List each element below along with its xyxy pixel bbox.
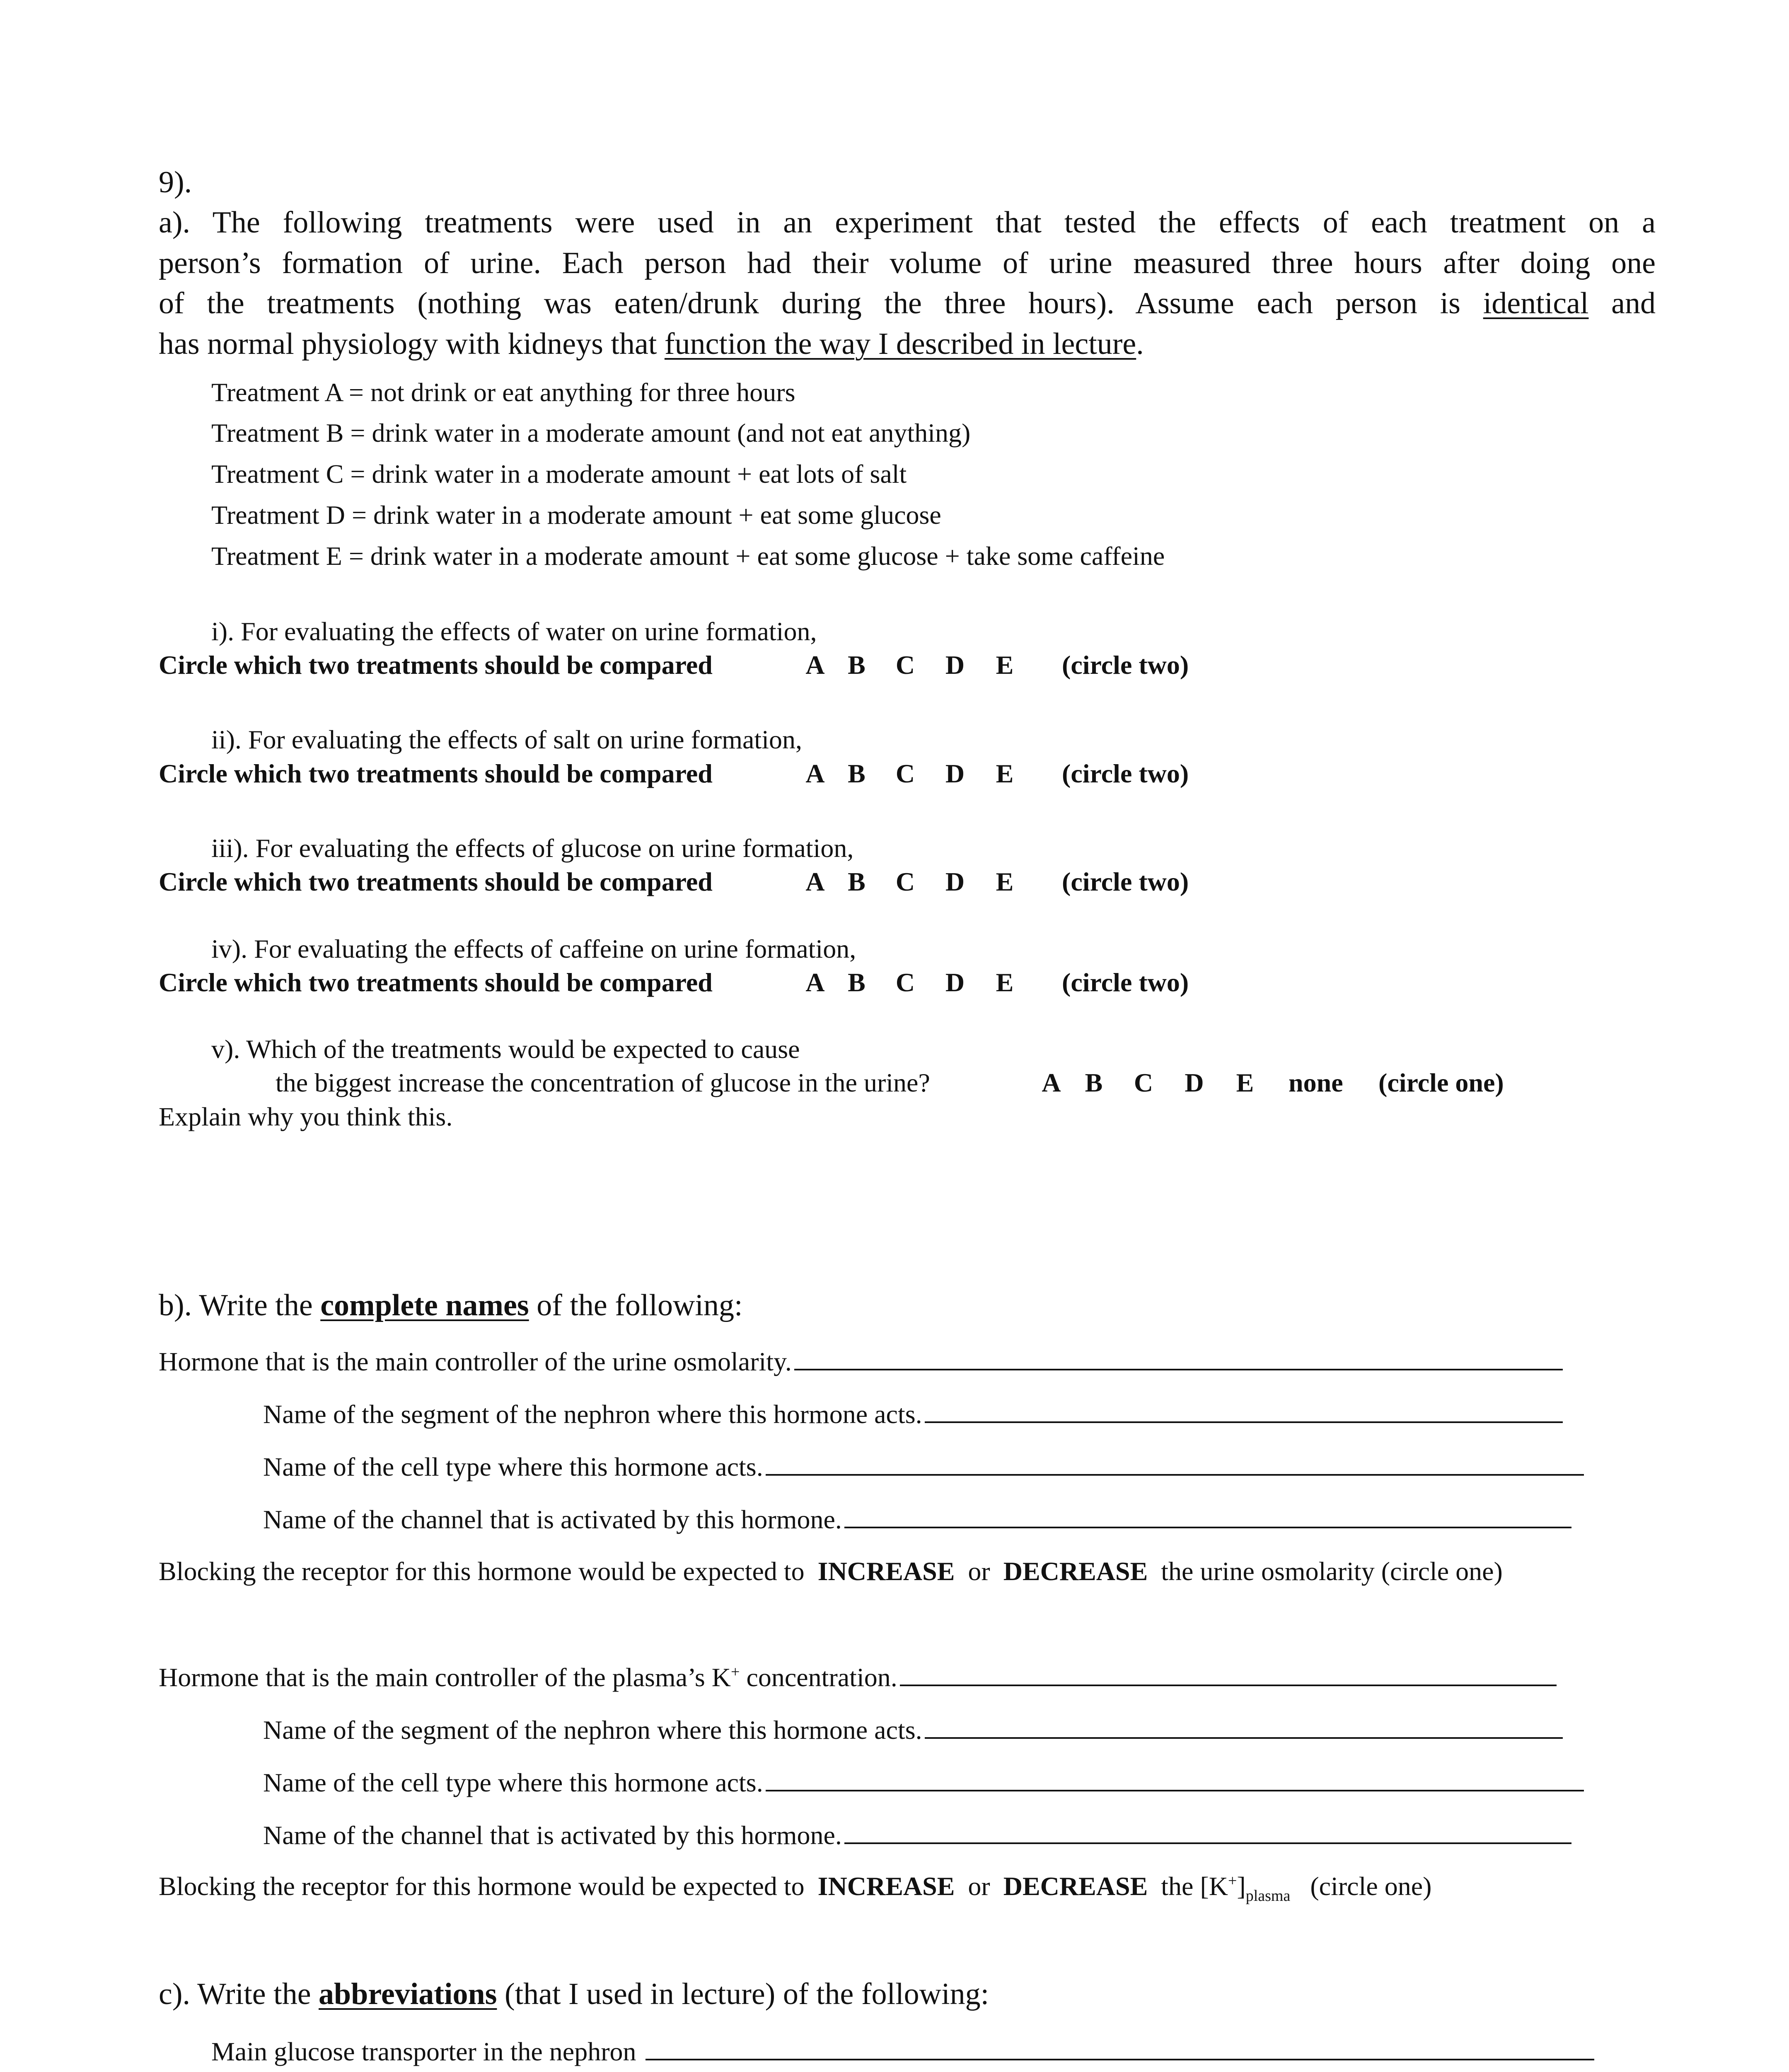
treatment-e: Treatment E = drink water in a moderate amount + eat some glucose + take some caffeine bbox=[211, 541, 1165, 571]
compare-label-iii: Circle which two treatments should be compared bbox=[159, 867, 713, 896]
option-c[interactable]: C bbox=[1134, 1068, 1153, 1097]
glucose-transporter-row bbox=[211, 2035, 1594, 2067]
option-a[interactable]: A bbox=[805, 867, 825, 896]
option-a[interactable]: A bbox=[805, 650, 825, 680]
blocking-1-prefix: Blocking the receptor for this hormone would be expected to bbox=[159, 1556, 805, 1586]
part-b-title-suffix: of the following: bbox=[537, 1288, 743, 1322]
option-c[interactable]: C bbox=[895, 759, 915, 788]
option-none[interactable]: none bbox=[1289, 1068, 1343, 1097]
part-b-title-bold: complete names bbox=[320, 1288, 529, 1322]
question-i: i). For evaluating the effects of water on urine formation, bbox=[211, 617, 817, 646]
option-a[interactable]: A bbox=[805, 759, 825, 788]
option-a[interactable]: A bbox=[805, 968, 825, 997]
compare-label-i: Circle which two treatments should be compared bbox=[159, 650, 713, 680]
option-b[interactable]: B bbox=[848, 650, 865, 680]
options-iii bbox=[798, 867, 1030, 897]
cell-label: Name of the cell type where this hormone acts. bbox=[263, 1452, 763, 1481]
k-plus-sup: + bbox=[1228, 1872, 1237, 1890]
hormone-1-label: Hormone that is the main controller of the urine osmolarity. bbox=[159, 1347, 792, 1376]
intro-period: . bbox=[1136, 327, 1144, 361]
segment-label: Name of the segment of the nephron where this hormone acts. bbox=[263, 1715, 922, 1745]
option-d[interactable]: D bbox=[945, 968, 965, 997]
option-a[interactable]: A bbox=[1042, 1068, 1061, 1097]
channel-label: Name of the channel that is activated by this hormone. bbox=[263, 1820, 842, 1850]
or-word: or bbox=[968, 1556, 990, 1586]
segment-answer-line[interactable] bbox=[925, 1397, 1563, 1423]
question-v-line-1: v). Which of the treatments would be expected to cause bbox=[211, 1034, 800, 1064]
compare-label-iv: Circle which two treatments should be compared bbox=[159, 968, 713, 997]
part-a-intro-line-3 bbox=[159, 286, 1656, 321]
hormone-2-suffix: concentration. bbox=[746, 1663, 897, 1692]
channel-answer-line[interactable] bbox=[844, 1503, 1571, 1528]
question-v-line-2: the biggest increase the concentration of glucose in the urine? bbox=[276, 1068, 930, 1097]
question-iv: iv). For evaluating the effects of caffeine on urine formation, bbox=[211, 934, 856, 963]
identical-underlined: identical bbox=[1483, 286, 1589, 320]
options-v bbox=[1034, 1067, 1270, 1098]
explain-prompt: Explain why you think this. bbox=[159, 1102, 453, 1131]
part-a-intro-line-2: person’s formation of urine. Each person had their volume of urine measured three hours after doing one bbox=[159, 246, 1656, 280]
option-c[interactable]: C bbox=[895, 650, 915, 680]
hormone-2-row bbox=[159, 1661, 1557, 1693]
option-b[interactable]: B bbox=[848, 759, 865, 788]
treatment-c: Treatment C = drink water in a moderate amount + eat lots of salt bbox=[211, 459, 907, 489]
option-e[interactable]: E bbox=[996, 759, 1014, 788]
circle-two-iv: (circle two) bbox=[1062, 968, 1189, 997]
question-ii: ii). For evaluating the effects of salt on urine formation, bbox=[211, 725, 802, 754]
question-number: 9). bbox=[159, 165, 192, 199]
intro-line-3-text: of the treatments (nothing was eaten/drunk during the three hours). Assume each person is bbox=[159, 286, 1460, 320]
intro-line-4-text: has normal physiology with kidneys that bbox=[159, 327, 657, 361]
hormone-1-segment-row bbox=[263, 1397, 1563, 1430]
cell-label: Name of the cell type where this hormone acts. bbox=[263, 1768, 763, 1797]
part-a-intro-line-4 bbox=[159, 327, 1144, 362]
circle-one-b: (circle one) bbox=[1310, 1871, 1432, 1901]
cell-answer-line[interactable] bbox=[766, 1766, 1584, 1791]
or-word: or bbox=[968, 1871, 990, 1901]
decrease-option[interactable]: DECREASE bbox=[1003, 1556, 1148, 1586]
option-e[interactable]: E bbox=[996, 650, 1014, 680]
cell-answer-line[interactable] bbox=[766, 1450, 1584, 1476]
circle-two-iii: (circle two) bbox=[1062, 867, 1189, 896]
blocking-1-suffix: the urine osmolarity (circle one) bbox=[1161, 1556, 1503, 1586]
increase-option[interactable]: INCREASE bbox=[817, 1556, 955, 1586]
hormone-1-answer-line[interactable] bbox=[794, 1345, 1563, 1370]
treatment-b: Treatment B = drink water in a moderate amount (and not eat anything) bbox=[211, 418, 971, 448]
glucose-transporter-label: Main glucose transporter in the nephron bbox=[211, 2037, 636, 2066]
glucose-transporter-answer-line[interactable] bbox=[645, 2035, 1594, 2060]
hormone-2-channel-row bbox=[263, 1818, 1571, 1851]
options-ii bbox=[798, 758, 1030, 789]
and-word: and bbox=[1611, 286, 1656, 320]
hormone-2-segment-row bbox=[263, 1713, 1563, 1745]
blocking-2-row bbox=[159, 1871, 1432, 1905]
option-d[interactable]: D bbox=[945, 867, 965, 896]
circle-two-ii: (circle two) bbox=[1062, 759, 1189, 788]
option-d[interactable]: D bbox=[945, 650, 965, 680]
hormone-1-channel-row bbox=[263, 1503, 1571, 1535]
plasma-sub: plasma bbox=[1245, 1887, 1291, 1905]
circle-one-v: (circle one) bbox=[1378, 1068, 1504, 1097]
option-d[interactable]: D bbox=[1185, 1068, 1204, 1097]
part-a-intro-line-1: a). The following treatments were used in an experiment that tested the effects of each treatment on a bbox=[159, 206, 1656, 240]
k-bracket-open: the [K bbox=[1161, 1871, 1228, 1901]
part-b-title-prefix: b). Write the bbox=[159, 1288, 313, 1322]
hormone-1-cell-row bbox=[263, 1450, 1584, 1482]
hormone-2-label: Hormone that is the main controller of the plasma’s K bbox=[159, 1663, 731, 1692]
option-b[interactable]: B bbox=[848, 968, 865, 997]
function-underlined: function the way I described in lecture bbox=[664, 327, 1136, 361]
segment-label: Name of the segment of the nephron where this hormone acts. bbox=[263, 1399, 922, 1429]
part-c-title-bold: abbreviations bbox=[319, 1977, 497, 2011]
option-e[interactable]: E bbox=[1236, 1068, 1254, 1097]
option-e[interactable]: E bbox=[996, 968, 1014, 997]
blocking-1-row bbox=[159, 1556, 1503, 1587]
option-c[interactable]: C bbox=[895, 867, 915, 896]
hormone-2-answer-line[interactable] bbox=[900, 1661, 1557, 1686]
k-bracket-close: ] bbox=[1237, 1871, 1246, 1901]
option-c[interactable]: C bbox=[895, 968, 915, 997]
channel-label: Name of the channel that is activated by this hormone. bbox=[263, 1505, 842, 1534]
hormone-1-row bbox=[159, 1345, 1563, 1377]
k-plus-sup: + bbox=[731, 1663, 740, 1681]
channel-answer-line[interactable] bbox=[844, 1818, 1571, 1844]
option-e[interactable]: E bbox=[996, 867, 1014, 896]
option-b[interactable]: B bbox=[848, 867, 865, 896]
hormone-2-cell-row bbox=[263, 1766, 1584, 1798]
option-d[interactable]: D bbox=[945, 759, 965, 788]
treatment-a: Treatment A = not drink or eat anything for three hours bbox=[211, 378, 795, 407]
options-i bbox=[798, 650, 1030, 680]
part-c-title-prefix: c). Write the bbox=[159, 1977, 311, 2011]
part-c-title-suffix: (that I used in lecture) of the following: bbox=[504, 1977, 989, 2011]
part-b-title bbox=[159, 1288, 743, 1323]
compare-label-ii: Circle which two treatments should be compared bbox=[159, 759, 713, 788]
segment-answer-line[interactable] bbox=[925, 1713, 1563, 1739]
blocking-2-prefix: Blocking the receptor for this hormone would be expected to bbox=[159, 1871, 805, 1901]
option-b[interactable]: B bbox=[1085, 1068, 1103, 1097]
options-iv bbox=[798, 967, 1030, 998]
decrease-option[interactable]: DECREASE bbox=[1003, 1871, 1148, 1901]
treatment-d: Treatment D = drink water in a moderate amount + eat some glucose bbox=[211, 500, 941, 530]
part-c-title bbox=[159, 1977, 989, 2012]
increase-option[interactable]: INCREASE bbox=[817, 1871, 955, 1901]
question-iii: iii). For evaluating the effects of glucose on urine formation, bbox=[211, 833, 854, 863]
circle-two-i: (circle two) bbox=[1062, 650, 1189, 680]
